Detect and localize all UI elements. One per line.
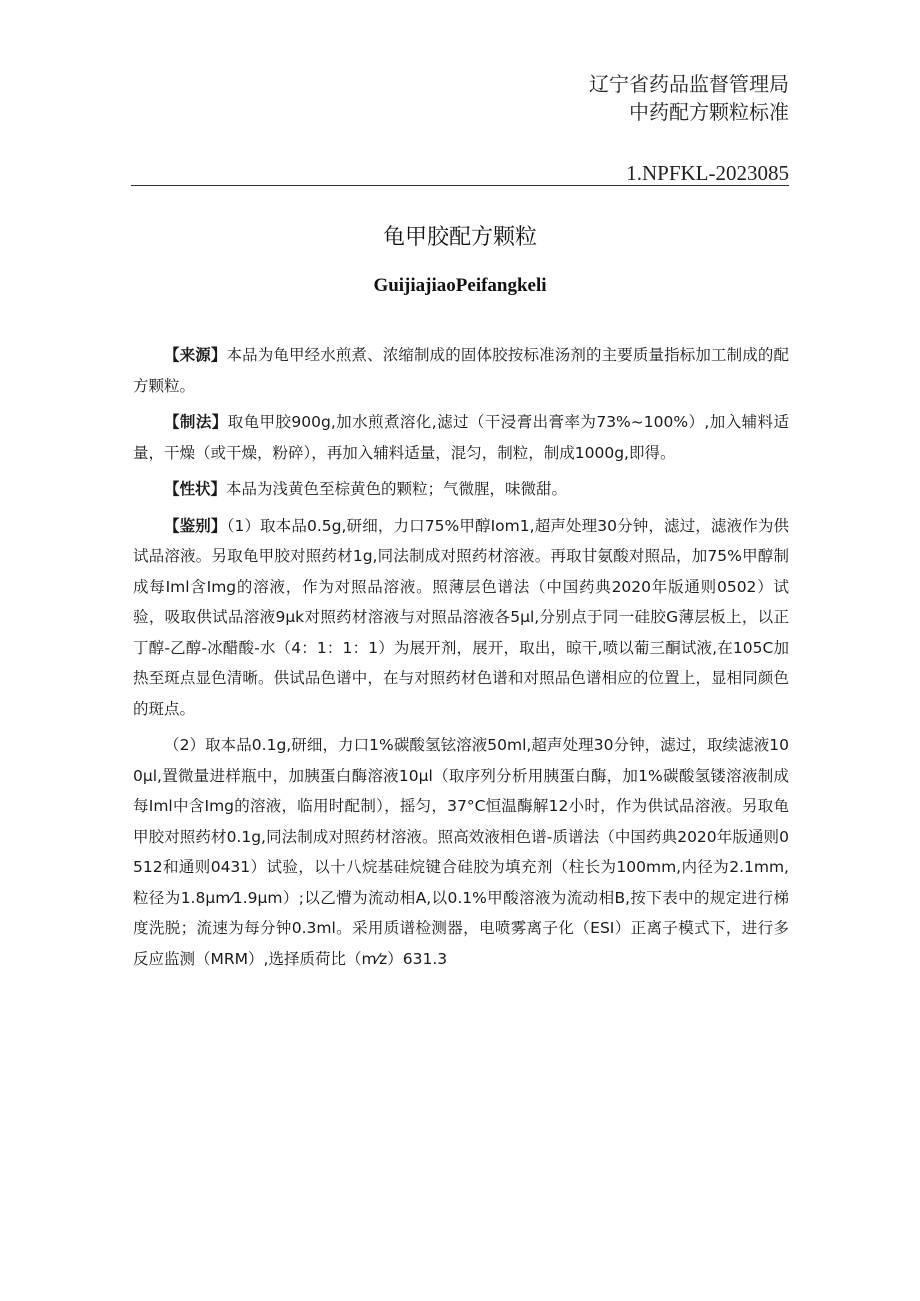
document-body xyxy=(133,340,789,980)
document-subtitle-pinyin: GuijiajiaoPeifangkeli xyxy=(373,275,547,296)
issuing-authority: 辽宁省药品监督管理局 xyxy=(589,72,789,96)
identification-paragraph-1 xyxy=(133,511,789,725)
document-title: 龟甲胶配方颗粒 xyxy=(382,225,537,250)
identification-text-1: （1）取本品0.5g,研细，力口75%甲醇Iom1,超声处理30分钟，滤过，滤液作为供试品溶液。另取龟甲胶对照药材1g,同法制成对照药材溶液。再取甘氨酸对照品，加75%甲醇制成每Iml含Img的溶液，作为对照品溶液。照薄层色谱法（中国药典2020年版通则0502）试验，吸取供试品溶液9μk对照药材溶液与对照品溶液各5μl,分别点于同一硅胶G薄层板上，以正丁醇-乙醇-冰醋酸-水（4：1：1：1）为展开剂，展开，取出，晾干,喷以葡三酮试液,在105C加热至斑点显色清晰。供试品色谱中，在与对照药材色谱和对照品色谱相应的位置上，显相同颜色的斑点。 xyxy=(133,516,789,718)
method-text: 取龟甲胶900g,加水煎煮溶化,滤过（干浸膏出膏率为73%~100%）,加入辅料适量，干燥（或干燥，粉碎），再加入辅料适量，混匀，制粒，制成1000g,即得。 xyxy=(133,413,789,462)
method-label: 【制法】 xyxy=(164,413,228,431)
source-paragraph xyxy=(133,340,789,401)
method-paragraph xyxy=(133,407,789,468)
appearance-text: 本品为浅黄色至棕黄色的颗粒；气微腥，味微甜。 xyxy=(226,480,568,498)
header-divider xyxy=(131,185,789,186)
standard-category: 中药配方颗粒标准 xyxy=(629,100,789,124)
source-text: 本品为龟甲经水煎煮、浓缩制成的固体胶按标准汤剂的主要质量指标加工制成的配方颗粒。 xyxy=(133,346,789,395)
identification-paragraph-2 xyxy=(133,730,789,974)
identification-text-2: （2）取本品0.1g,研细，力口1%碳酸氢铉溶液50ml,超声处理30分钟，滤过，取续滤液100μl,置微量进样瓶中，加胰蛋白酶溶液10μl（取序列分析用胰蛋白酶，加1%碳酸氢镂溶液制成每Iml中含Img的溶液，临用时配制），摇匀，37°C恒温酶解12小时，作为供试品溶液。另取龟甲胶对照药材0.1g,同法制成对照药材溶液。照高效液相色谱-质谱法（中国药典2020年版通则0512和通则0431）试验，以十八烷基硅烷键合硅胶为填充剂（柱长为100mm,内径为2.1mm,粒径为1.8μm⁄1.9μm）;以乙懵为流动相A,以0.1%甲酸溶液为流动相B,按下表中的规定进行梯度洗脱；流速为每分钟0.3ml。采用质谱检测器，电喷雾离子化（ESI）正离子模式下，进行多反应监测（MRM）,选择质荷比（m⁄z）631.3 xyxy=(133,736,789,968)
appearance-paragraph xyxy=(133,474,789,505)
appearance-label: 【性状】 xyxy=(164,480,227,498)
identification-label: 【鉴别】 xyxy=(164,516,227,535)
standard-code: 1.NPFKL-2023085 xyxy=(626,161,789,185)
source-label: 【来源】 xyxy=(164,346,227,364)
